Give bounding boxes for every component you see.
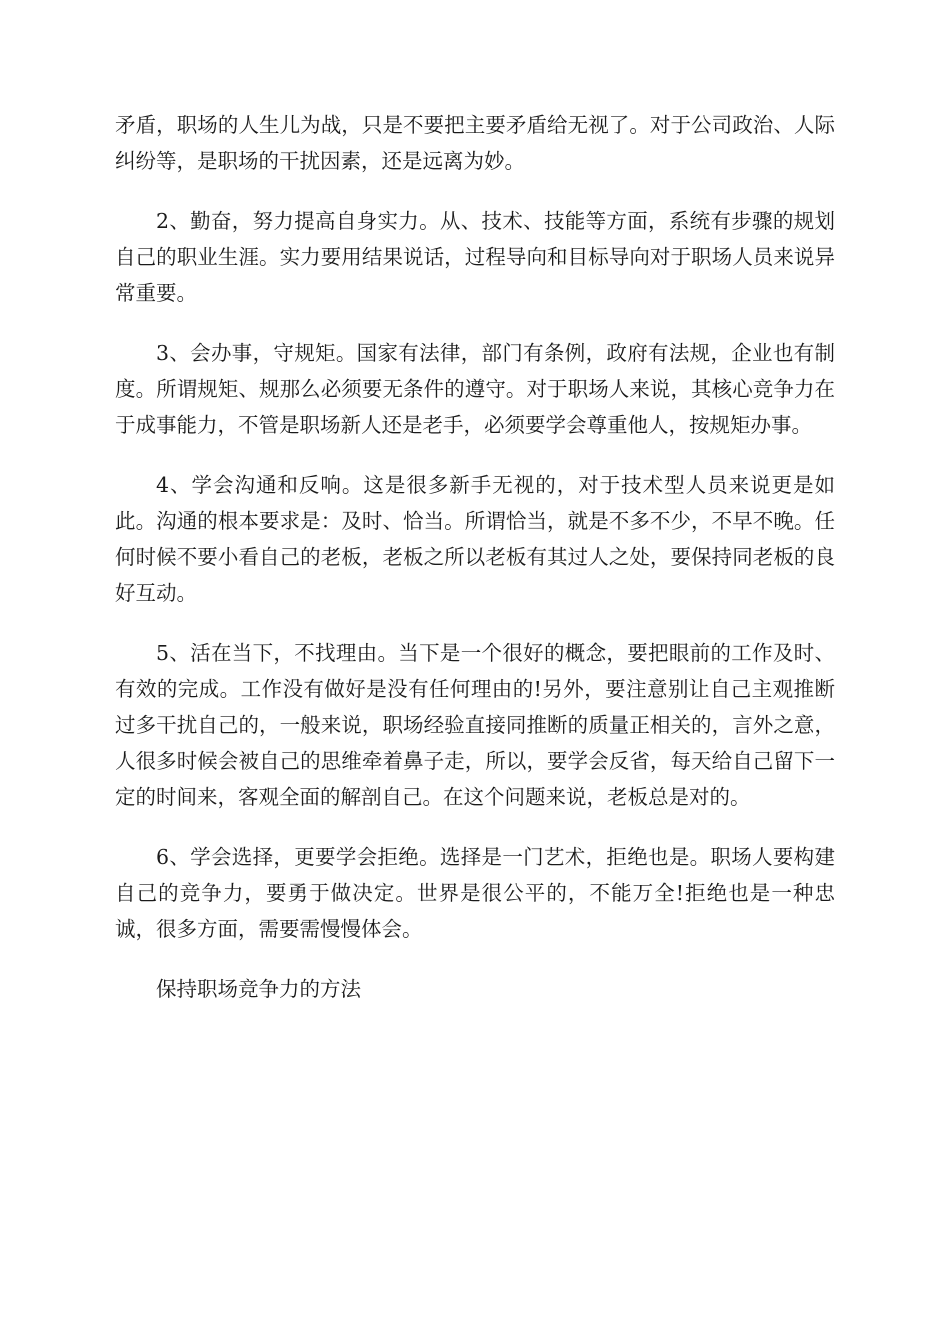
- paragraph-item-3: 3、会办事，守规矩。国家有法律，部门有条例，政府有法规，企业也有制度。所谓规矩、规那么必须要无条件的遵守。对于职场人来说，其核心竞争力在于成事能力，不管是职场新人还是老手，必须要学会尊重他人，按规矩办事。: [115, 341, 835, 437]
- paragraph-continuation: 矛盾，职场的人生儿为战，只是不要把主要矛盾给无视了。对于公司政治、人际纠纷等，是职场的干扰因素，还是远离为妙。: [115, 113, 835, 173]
- paragraph-item-6: 6、学会选择，更要学会拒绝。选择是一门艺术，拒绝也是。职场人要构建自己的竞争力，要勇于做决定。世界是很公平的，不能万全!拒绝也是一种忠诚，很多方面，需要需慢慢体会。: [115, 845, 835, 941]
- paragraph-item-5: 5、活在当下，不找理由。当下是一个很好的概念，要把眼前的工作及时、有效的完成。工作没有做好是没有任何理由的!另外，要注意别让自己主观推断过多干扰自己的，一般来说，职场经验直接同推断的质量正相关的，言外之意，人很多时候会被自己的思维牵着鼻子走，所以，要学会反省，每天给自己留下一定的时间来，客观全面的解剖自己。在这个问题来说，老板总是对的。: [115, 641, 835, 809]
- paragraph-item-2: 2、勤奋，努力提高自身实力。从、技术、技能等方面，系统有步骤的规划自己的职业生涯。实力要用结果说话，过程导向和目标导向对于职场人员来说异常重要。: [115, 209, 835, 305]
- paragraph-item-4: 4、学会沟通和反响。这是很多新手无视的，对于技术型人员来说更是如此。沟通的根本要求是：及时、恰当。所谓恰当，就是不多不少，不早不晚。任何时候不要小看自己的老板，老板之所以老板有其过人之处，要保持同老板的良好互动。: [115, 473, 835, 605]
- section-heading: 保持职场竞争力的方法: [156, 977, 361, 1001]
- document-body: [115, 107, 835, 1007]
